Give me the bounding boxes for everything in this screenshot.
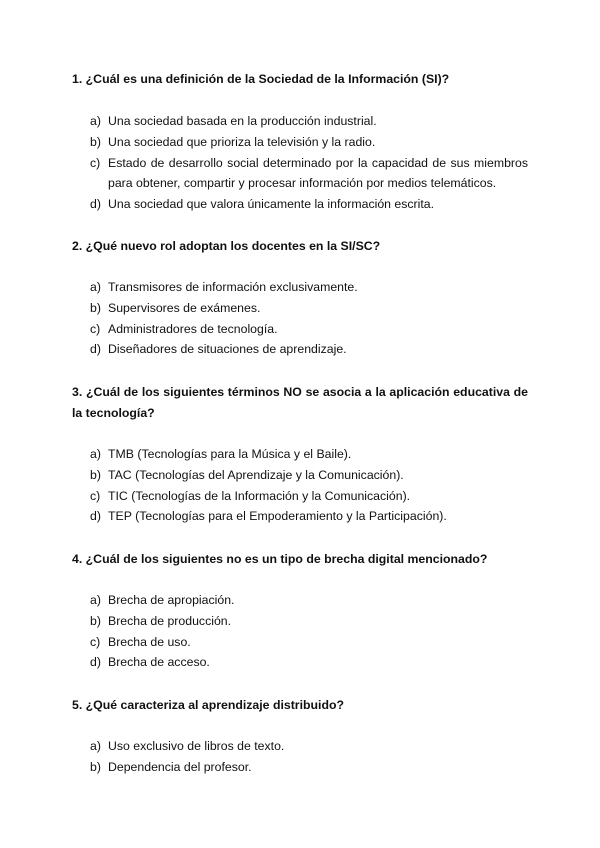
option-d [90,506,528,527]
option-letter: c) [90,634,101,649]
question-4 [72,549,528,670]
option-letter: b) [90,613,101,628]
option-letter: a) [90,739,101,753]
option-letter: a) [90,114,101,128]
option-letter: a) [90,593,101,607]
question-title: 2. ¿Qué nuevo rol adoptan los docentes en la SI/SC? [72,239,381,253]
option-letter: c) [90,155,101,170]
question-2 [72,236,528,357]
option-letter: b) [90,134,101,149]
option-letter: b) [90,759,101,774]
option-c [90,632,528,653]
option-text: Supervisores de exámenes. [108,300,261,315]
option-d [90,652,528,673]
option-b [90,132,528,153]
option-text: Transmisores de información exclusivamente. [108,280,358,294]
option-letter: b) [90,300,101,315]
option-list [90,736,528,778]
option-letter: d) [90,509,101,524]
option-text: Estado de desarrollo social determinado por la capacidad de sus miembros para obtener, compartir y procesar información por medios telemáticos. [108,155,528,191]
option-text: TMB (Tecnologías para la Música y el Baile). [108,447,352,461]
option-list [90,444,528,527]
option-c [90,486,528,507]
option-list [90,277,528,360]
option-a [90,736,528,757]
option-text: Uso exclusivo de libros de texto. [108,739,285,753]
option-letter: d) [90,342,101,357]
option-text: Una sociedad que valora únicamente la información escrita. [108,197,435,212]
option-a [90,444,528,465]
option-letter: d) [90,197,101,212]
option-b [90,465,528,486]
option-b [90,757,528,778]
option-letter: c) [90,321,101,336]
option-text: Una sociedad basada en la producción industrial. [108,114,377,128]
question-title: 4. ¿Cuál de los siguientes no es un tipo de brecha digital mencionado? [72,552,488,566]
question-5 [72,695,528,774]
option-b [90,611,528,632]
option-text: Brecha de uso. [108,634,191,649]
option-c [90,153,528,195]
option-text: TIC (Tecnologías de la Información y la Comunicación). [108,488,411,503]
option-text: Brecha de producción. [108,613,232,628]
question-title: 5. ¿Qué caracteriza al aprendizaje distribuido? [72,698,344,712]
option-text: Brecha de acceso. [108,655,210,670]
option-text: Una sociedad que prioriza la televisión y la radio. [108,134,376,149]
option-list [90,111,528,215]
option-c [90,319,528,340]
option-a [90,590,528,611]
question-title: 3. ¿Cuál de los siguientes términos NO se asocia a la aplicación educativa de la tecnología? [72,385,528,420]
option-text: Brecha de apropiación. [108,593,235,607]
option-text: Diseñadores de situaciones de aprendizaje. [108,342,347,357]
option-d [90,194,528,215]
option-text: TAC (Tecnologías del Aprendizaje y la Comunicación). [108,467,404,482]
option-a [90,277,528,298]
option-letter: b) [90,467,101,482]
option-letter: c) [90,488,101,503]
question-1 [72,69,528,212]
option-list [90,590,528,673]
option-d [90,339,528,360]
option-letter: d) [90,655,101,670]
option-letter: a) [90,447,101,461]
question-3 [72,382,528,524]
option-a [90,111,528,132]
option-letter: a) [90,280,101,294]
option-b [90,298,528,319]
option-text: Dependencia del profesor. [108,759,252,774]
option-text: Administradores de tecnología. [108,321,278,336]
option-text: TEP (Tecnologías para el Empoderamiento y la Participación). [108,509,447,524]
question-title: 1. ¿Cuál es una definición de la Sociedad de la Información (SI)? [72,72,450,86]
